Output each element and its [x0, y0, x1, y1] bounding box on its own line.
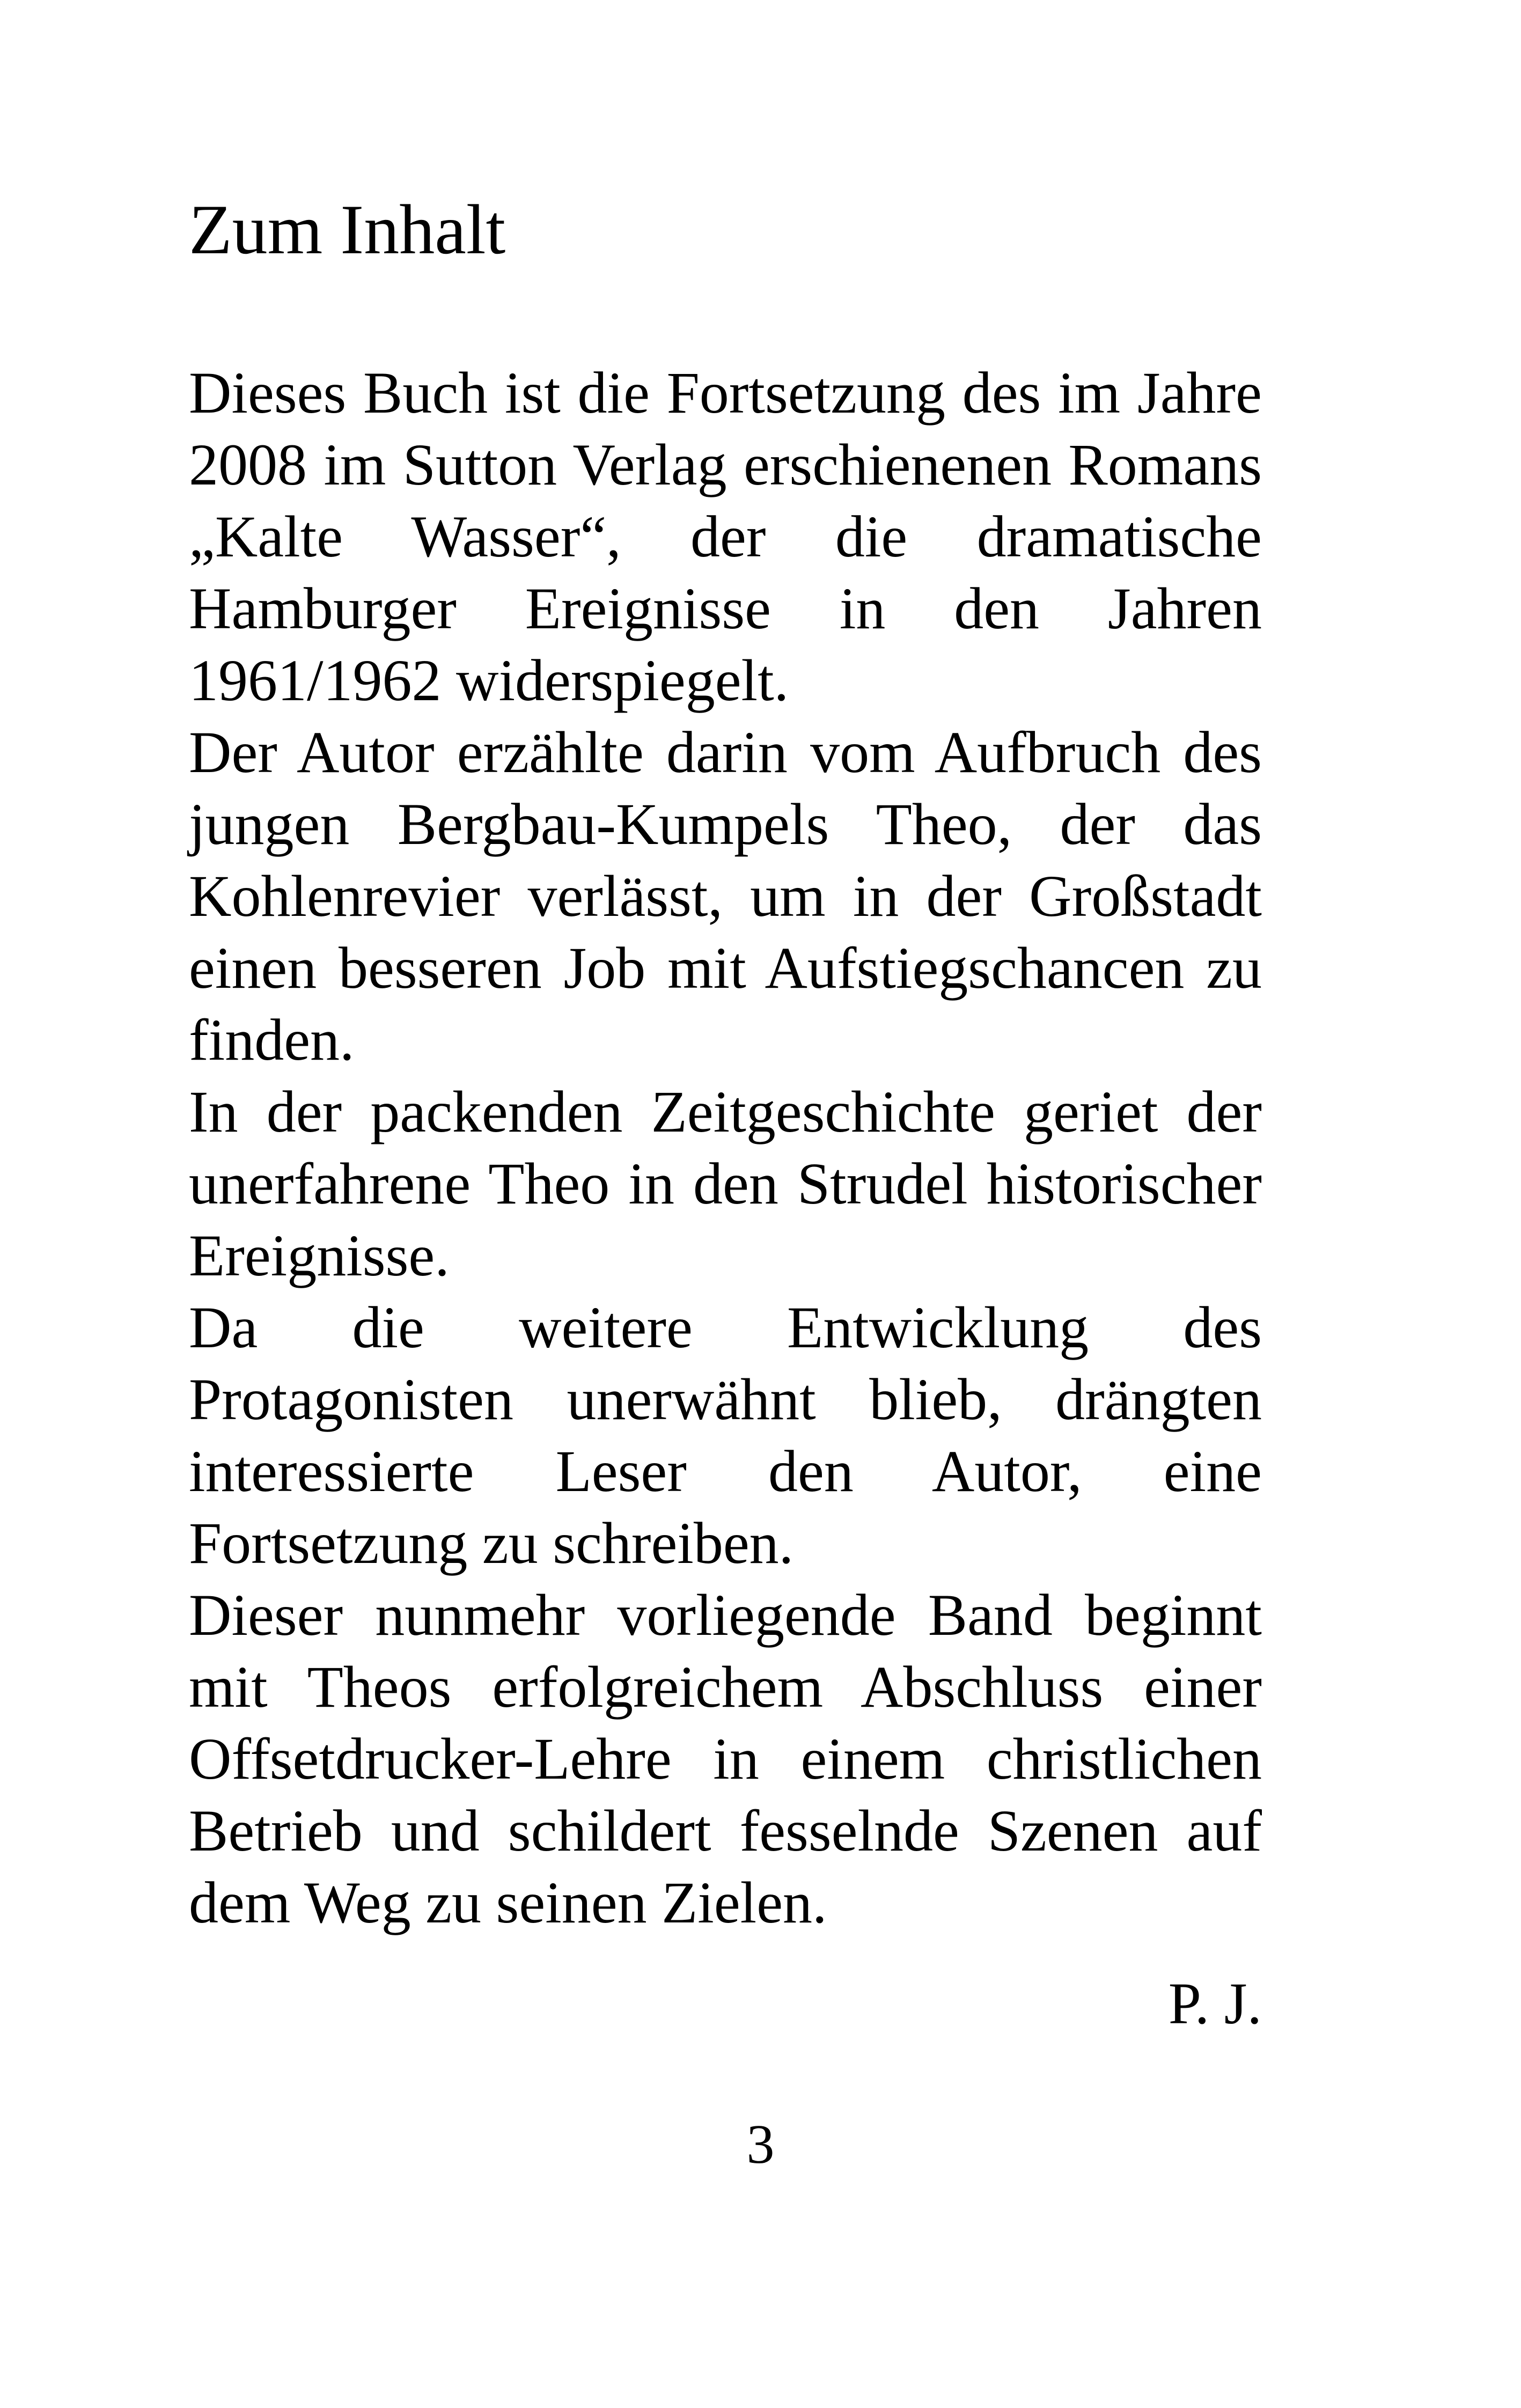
page-heading: Zum Inhalt — [189, 190, 506, 269]
body-text — [189, 357, 1262, 1939]
page-number: 3 — [746, 2113, 775, 2175]
paragraph-3: In der packenden Zeitgeschichte geriet der unerfahrene Theo in den Strudel historischer Ereignisse. — [189, 1079, 1262, 1288]
author-initials: P. J. — [1168, 1971, 1262, 2036]
paragraph-5: Dieser nunmehr vorliegende Band beginnt mit Theos erfolgreichem Abschluss einer Offsetdrucker-Lehre in einem christlichen Betrieb und schildert fesselnde Szenen auf dem Weg zu seinen Zielen. — [189, 1582, 1262, 1935]
paragraph-2: Der Autor erzählte darin vom Aufbruch des jungen Bergbau-Kumpels Theo, der das Kohlenrevier verlässt, um in der Großstadt einen besseren Job mit Aufstiegschancen zu finden. — [189, 720, 1262, 1073]
paragraph-1: Dieses Buch ist die Fortsetzung des im Jahre 2008 im Sutton Verlag erschienenen Romans „Kalte Wasser“, der die dramatische Hamburger Ereignisse in den Jahren 1961/1962 widerspiegelt. — [189, 360, 1262, 713]
paragraph-4: Da die weitere Entwicklung des Protagonisten unerwähnt blieb, drängten interessierte Leser den Autor, eine Fortsetzung zu schreiben. — [189, 1295, 1262, 1576]
